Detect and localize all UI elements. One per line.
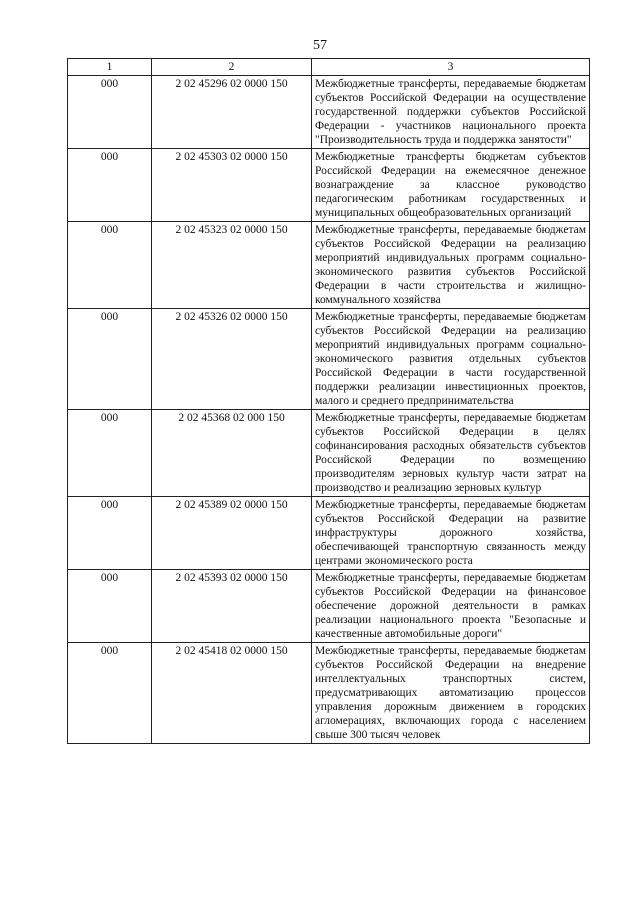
table-row (68, 76, 590, 149)
table-row (68, 497, 590, 570)
classification-code-cell: 2 02 45326 02 0000 150 (152, 309, 312, 410)
column-header-2: 2 (152, 59, 312, 76)
admin-code-cell: 000 (68, 643, 152, 744)
page-number: 57 (313, 38, 327, 53)
description-cell: Межбюджетные трансферты, передаваемые бюджетам субъектов Российской Федерации на финансовое обеспечение дорожной деятельности в рамках реализации национального проекта "Безопасные и качественные автомобильные дороги" (312, 570, 590, 643)
classification-code-cell: 2 02 45323 02 0000 150 (152, 222, 312, 309)
admin-code-cell: 000 (68, 410, 152, 497)
classification-code-cell: 2 02 45393 02 0000 150 (152, 570, 312, 643)
classification-code-cell: 2 02 45368 02 000 150 (152, 410, 312, 497)
description-cell: Межбюджетные трансферты, передаваемые бюджетам субъектов Российской Федерации на реализацию мероприятий индивидуальных программ социально-экономического развития субъектов Российской Федерации в части строительства и жилищно-коммунального хозяйства (312, 222, 590, 309)
column-header-3: 3 (312, 59, 590, 76)
classification-code-cell: 2 02 45303 02 0000 150 (152, 149, 312, 222)
description-cell: Межбюджетные трансферты, передаваемые бюджетам субъектов Российской Федерации на реализацию мероприятий индивидуальных программ социально-экономического развития отдельных субъектов Российской Федерации в части государственной поддержки реализации инвестиционных проектов, малого и среднего предпринимательства (312, 309, 590, 410)
classification-code-cell: 2 02 45389 02 0000 150 (152, 497, 312, 570)
admin-code-cell: 000 (68, 149, 152, 222)
description-cell: Межбюджетные трансферты, передаваемые бюджетам субъектов Российской Федерации на осуществление государственной поддержки субъектов Российской Федерации - участников национального проекта "Производительность труда и поддержка занятости" (312, 76, 590, 149)
table-row (68, 149, 590, 222)
table-row (68, 570, 590, 643)
admin-code-cell: 000 (68, 76, 152, 149)
column-header-1: 1 (68, 59, 152, 76)
admin-code-cell: 000 (68, 309, 152, 410)
table-header-row (68, 59, 590, 76)
budget-classification-table (67, 58, 590, 744)
classification-code-cell: 2 02 45296 02 0000 150 (152, 76, 312, 149)
description-cell: Межбюджетные трансферты, передаваемые бюджетам субъектов Российской Федерации на внедрение интеллектуальных транспортных систем, предусматривающих автоматизацию процессов управления дорожным движением в городских агломерациях, включающих города с населением свыше 300 тысяч человек (312, 643, 590, 744)
description-cell: Межбюджетные трансферты, передаваемые бюджетам субъектов Российской Федерации на развитие инфраструктуры дорожного хозяйства, обеспечивающей транспортную связанность между центрами экономического роста (312, 497, 590, 570)
table-row (68, 309, 590, 410)
classification-code-cell: 2 02 45418 02 0000 150 (152, 643, 312, 744)
admin-code-cell: 000 (68, 497, 152, 570)
admin-code-cell: 000 (68, 222, 152, 309)
description-cell: Межбюджетные трансферты, передаваемые бюджетам субъектов Российской Федерации в целях софинансирования расходных обязательств субъектов Российской Федерации по возмещению производителям зерновых культур части затрат на производство и реализацию зерновых культур (312, 410, 590, 497)
description-cell: Межбюджетные трансферты бюджетам субъектов Российской Федерации на ежемесячное денежное вознаграждение за классное руководство педагогическим работникам государственных и муниципальных общеобразовательных организаций (312, 149, 590, 222)
admin-code-cell: 000 (68, 570, 152, 643)
table-row (68, 643, 590, 744)
table-row (68, 222, 590, 309)
table-row (68, 410, 590, 497)
